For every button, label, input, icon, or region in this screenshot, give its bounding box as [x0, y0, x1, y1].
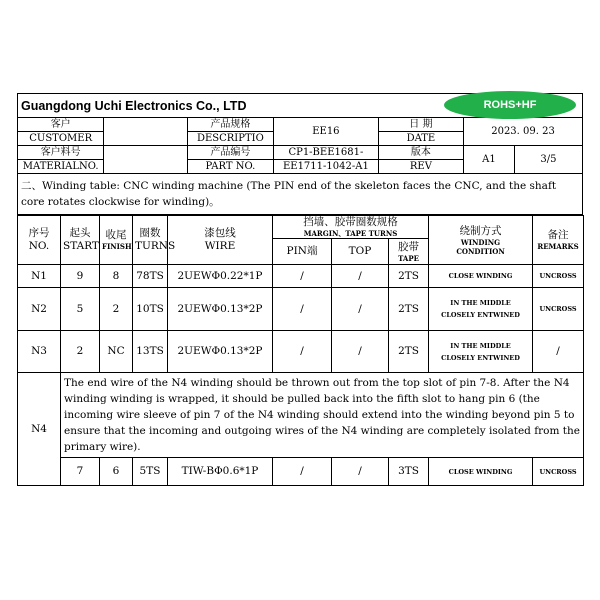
- winding-spec-sheet: [17, 93, 583, 486]
- rev-value: A1: [464, 146, 515, 174]
- row-turns: 5TS: [133, 458, 168, 486]
- desc-value: EE16: [274, 118, 379, 146]
- table-row: [18, 265, 584, 288]
- row-condition-line1: IN THE MIDDLE: [450, 341, 511, 350]
- row-top: /: [332, 458, 389, 486]
- part-label-en: PART NO.: [187, 160, 273, 174]
- col-remarks-en: REMARKS: [537, 242, 579, 251]
- info-table: [17, 117, 583, 215]
- col-tape-en: TAPE: [398, 253, 419, 263]
- row-condition-line1: IN THE MIDDLE: [450, 299, 511, 307]
- desc-label-cn: 产品规格: [187, 118, 273, 132]
- row-finish: 8: [100, 265, 133, 288]
- col-condition-en2: CONDITION: [456, 246, 505, 256]
- col-margin-en: MARGIN、TAPE TURNS: [303, 229, 398, 238]
- col-wire: [168, 216, 273, 265]
- col-no-en: NO.: [28, 240, 50, 252]
- row-tape: 2TS: [389, 265, 429, 288]
- material-label-cn: 客户料号: [18, 146, 104, 160]
- col-start: [61, 216, 100, 265]
- col-condition-cn: 绕制方式: [459, 224, 502, 237]
- col-no-cn: 序号: [28, 227, 50, 239]
- date-value: 2023. 09. 23: [464, 118, 583, 146]
- row-tape: 2TS: [389, 288, 429, 331]
- rev-label-en: REV: [378, 160, 463, 174]
- col-pin: PIN端: [273, 239, 332, 265]
- col-start-en: START: [63, 240, 99, 252]
- customer-value: [104, 118, 187, 146]
- col-wire-en: WIRE: [204, 240, 236, 252]
- date-label-cn: 日 期: [378, 118, 463, 132]
- col-turns: [133, 216, 176, 265]
- rev-label-cn: 版本: [378, 146, 463, 160]
- col-finish-en: FINISH: [102, 242, 132, 251]
- row-pin: /: [273, 288, 332, 331]
- row-wire: 2UEWΦ0.13*2P: [168, 288, 273, 331]
- row-tape: 2TS: [389, 331, 429, 373]
- row-wire: TIW-BΦ0.6*1P: [168, 458, 273, 486]
- col-tape: [389, 239, 429, 265]
- n4-instructions: The end wire of the N4 winding should be thrown out from the top slot of pin 7-8. After the N4 winding winding is wrapped, it should be pulled back into the fifth slot to hang pin 6 (the incoming wire sleeve of pin 7 of the N4 winding should extend into the winding beyond pin 5 to ensure that the incoming and outgoing wires of the N4 winding are completely isolated from the primary wire).: [61, 373, 584, 458]
- table-row: [18, 288, 584, 331]
- row-condition-line2: CLOSELY ENTWINED: [441, 311, 520, 319]
- material-value: [104, 146, 187, 174]
- row-condition: CLOSE WINDING: [429, 458, 533, 486]
- table-row: [18, 331, 584, 373]
- row-start: 5: [61, 288, 100, 331]
- part-value-line1: CP1-BEE1681-: [274, 146, 379, 160]
- row-remarks: UNCROSS: [533, 458, 584, 486]
- row-turns: 78TS: [133, 265, 168, 288]
- col-wire-cn: 漆包线: [204, 227, 236, 239]
- row-top: /: [332, 265, 389, 288]
- row-pin: /: [273, 331, 332, 373]
- row-condition: [429, 288, 533, 331]
- row-finish: 2: [100, 288, 133, 331]
- col-condition: [429, 216, 533, 265]
- col-margin-cn: 挡墙、胶带圈数规格: [303, 216, 398, 228]
- row-remarks: UNCROSS: [533, 288, 584, 331]
- date-label-en: DATE: [378, 132, 463, 146]
- customer-label-en: CUSTOMER: [18, 132, 104, 146]
- row-turns: 10TS: [133, 288, 168, 331]
- row-start: 7: [61, 458, 100, 486]
- col-start-cn: 起头: [69, 227, 91, 239]
- col-remarks-cn: 备注: [547, 229, 569, 241]
- row-condition-line2: CLOSELY ENTWINED: [441, 353, 520, 362]
- col-remarks: [533, 216, 584, 265]
- row-no: N4: [18, 373, 61, 486]
- col-turns-en: TURNS: [135, 240, 176, 252]
- col-margin: [273, 216, 429, 239]
- rohs-hf-badge: ROHS+HF: [444, 91, 576, 119]
- page-value: 3/5: [514, 146, 582, 174]
- table-row: [18, 458, 584, 486]
- company-name: Guangdong Uchi Electronics Co., LTD: [21, 99, 247, 113]
- row-turns: 13TS: [133, 331, 168, 373]
- row-wire: 2UEWΦ0.22*1P: [168, 265, 273, 288]
- row-top: /: [332, 288, 389, 331]
- winding-note: 二、Winding table: CNC winding machine (The PIN end of the skeleton faces the CNC, and the shaft core rotates clockwise for winding)。: [18, 174, 583, 215]
- row-no: N2: [18, 288, 61, 331]
- part-label-cn: 产品编号: [187, 146, 273, 160]
- row-finish: NC: [100, 331, 133, 373]
- row-remarks: UNCROSS: [533, 265, 584, 288]
- row-wire: 2UEWΦ0.13*2P: [168, 331, 273, 373]
- winding-table: [17, 215, 584, 486]
- customer-label-cn: 客户: [18, 118, 104, 132]
- part-value-line2: EE1711-1042-A1: [274, 160, 379, 174]
- row-top: /: [332, 331, 389, 373]
- row-condition: [429, 331, 533, 373]
- table-row: [18, 373, 584, 458]
- row-no: N1: [18, 265, 61, 288]
- row-start: 2: [61, 331, 100, 373]
- row-start: 9: [61, 265, 100, 288]
- row-pin: /: [273, 265, 332, 288]
- row-no: N3: [18, 331, 61, 373]
- desc-label-en: DESCRIPTIO: [187, 132, 273, 146]
- material-label-en: MATERIALNO.: [18, 160, 104, 174]
- row-pin: /: [273, 458, 332, 486]
- row-condition: CLOSE WINDING: [429, 265, 533, 288]
- col-tape-cn: 胶带: [398, 240, 420, 253]
- col-no: [18, 216, 61, 265]
- col-top: TOP: [332, 239, 389, 265]
- col-turns-cn: 圈数: [139, 227, 161, 239]
- col-finish: [100, 216, 133, 265]
- company-header: [17, 93, 583, 117]
- row-tape: 3TS: [389, 458, 429, 486]
- col-finish-cn: 收尾: [105, 229, 127, 241]
- row-remarks: /: [533, 331, 584, 373]
- row-finish: 6: [100, 458, 133, 486]
- col-condition-en1: WINDING: [460, 237, 501, 247]
